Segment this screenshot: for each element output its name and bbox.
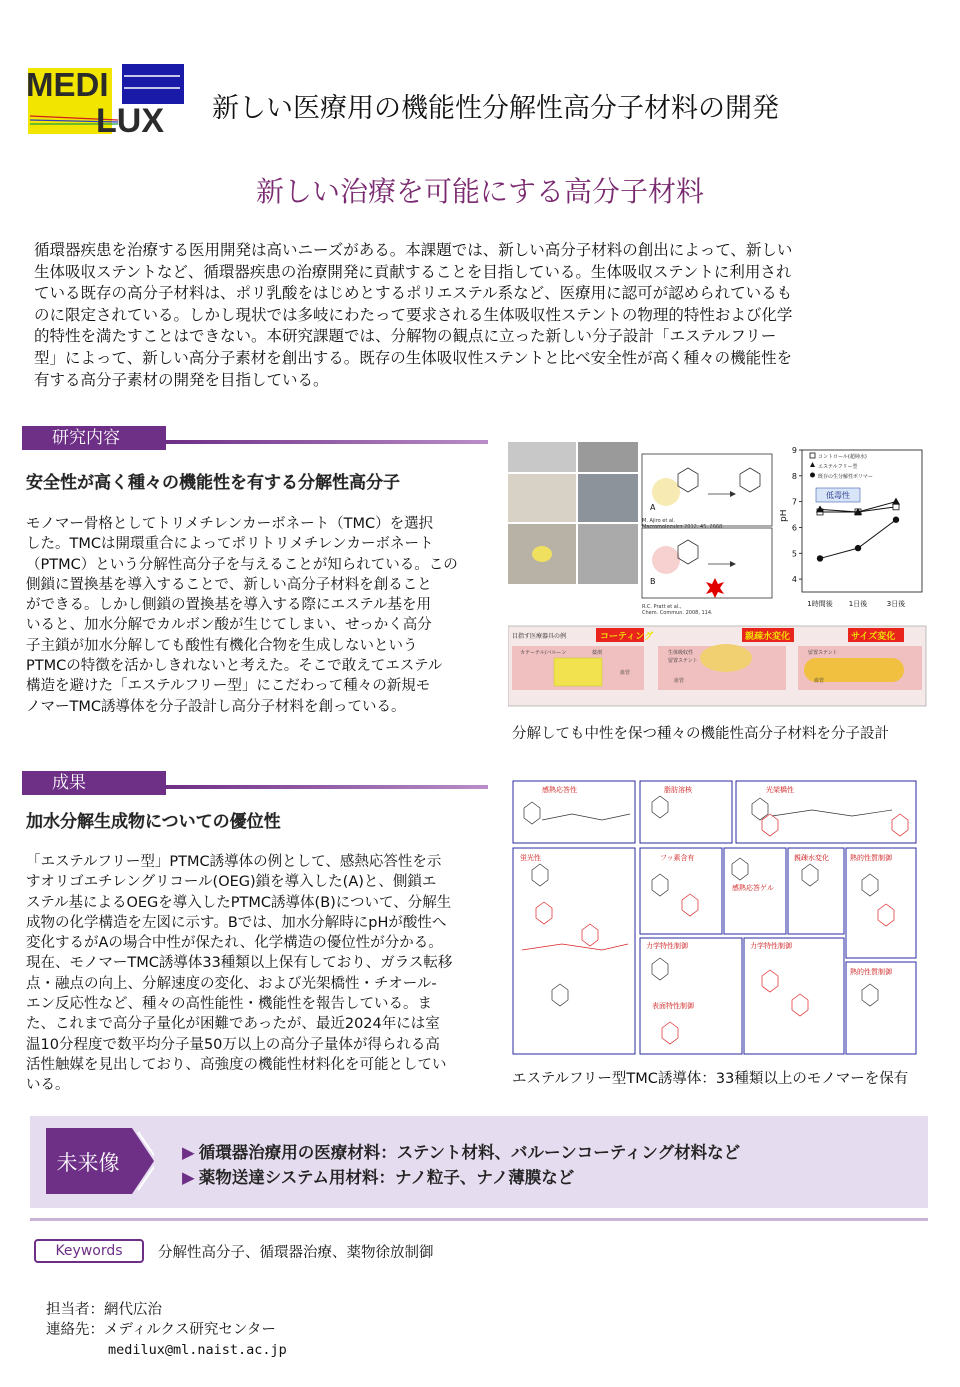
future-divider — [30, 1218, 928, 1221]
banner-small: 留置ステント — [808, 650, 838, 656]
results-line: エン反応性など、種々の高性能性・機能性を報告している。ま — [26, 996, 432, 1013]
research-line: ノマーTMC誘導体を分子設計し高分子材料を創っている。 — [26, 698, 406, 715]
contact-email[interactable]: medilux@ml.naist.ac.jp — [108, 1342, 287, 1358]
intro-line: 有する高分子素材の開発を目指している。 — [34, 370, 329, 389]
ref-line: R.C. Pratt et al., — [642, 604, 682, 610]
research-line: した。TMCは開環重合によってポリトリメチレンカーボネート — [26, 536, 434, 553]
medilux-logo — [24, 64, 186, 136]
research-line: 子主鎖が加水分解しても酸性有機化合物を生成しないという — [26, 637, 418, 654]
panel-title: フッ素含有 — [660, 854, 695, 862]
triangle-bullet-icon: ▶ — [182, 1168, 195, 1187]
section-rule — [166, 440, 488, 444]
intro-line: ている既存の高分子材料は、ポリ乳酸をはじめとするポリエステル系など、医療用に認可が認められているも — [34, 284, 793, 303]
research-line: 構造を避けた「エステルフリー型」にこだわって種々の新規モ — [26, 678, 431, 695]
legend-entry: 既存の生分解性ポリマー — [818, 474, 873, 480]
monomer-figure-graphic — [512, 780, 918, 1058]
banner-small: カテーテル/バルーン — [520, 650, 567, 656]
photo-tube — [508, 474, 576, 522]
research-line: ができる。しかし側鎖の置換基を導入する際にエステル基を用 — [26, 597, 431, 614]
panel-title: 親疎水変化 — [794, 854, 829, 862]
data-point — [817, 555, 823, 561]
results-line: 活性触媒を見出しており、高強度の機能性材料化を可能としてい — [26, 1056, 447, 1073]
research-line: （PTMC）という分解性高分子を与えることが知られている。この — [26, 556, 458, 573]
legend-entry: エステルフリー型 — [818, 464, 858, 470]
data-point — [893, 517, 899, 523]
results-heading: 加水分解生成物についての優位性 — [26, 812, 281, 832]
monomer-figure — [512, 780, 918, 1058]
contact-org: メディルクス研究センター — [104, 1322, 276, 1338]
results-line: 「エステルフリー型」PTMC誘導体の例として、感熱応答性を示 — [26, 854, 442, 870]
future-arrow-graphic — [46, 1128, 154, 1194]
data-point — [855, 545, 861, 551]
y-tick-label: 9 — [791, 446, 797, 455]
future-item — [182, 1140, 740, 1165]
research-figure-caption: 分解しても中性を保つ種々の機能性高分子材料を分子設計 — [512, 726, 889, 742]
banner-small: 留置ステント — [668, 658, 698, 664]
intro-line: 循環器疾患を治療する医用開発は高いニーズがある。本課題では、新しい高分子材料の創出によって、新しい — [34, 241, 793, 259]
banner-label: 親疎水変化 — [745, 632, 791, 642]
results-line: 成物の化学構造を左図に示す。Bでは、加水分解時にpHが酸性へ — [26, 914, 447, 931]
page-subtitle: 新しい治療を可能にする高分子材料 — [255, 175, 704, 208]
logo-graphic — [24, 64, 186, 136]
research-line: 側鎖に置換基を導入することで、新しい高分子材料を創ること — [26, 576, 432, 593]
photo-stent-device — [508, 442, 576, 472]
page-title: 新しい医療用の機能性分解性高分子材料の開発 — [212, 93, 779, 124]
intro-line: 型」によって、新しい高分子素材を創出する。既存の生体吸収性ステントと比べ安全性が高く種々の機能性を — [34, 348, 793, 367]
research-heading: 安全性が高く種々の機能性を有する分解性高分子 — [26, 473, 400, 493]
logo-text-lux: LUX — [96, 102, 164, 136]
ref-line: Chem. Commun. 2008, 114. — [642, 610, 713, 616]
banner-small: 薬剤 — [592, 650, 603, 656]
future-item — [182, 1165, 740, 1190]
banner-small: 血管 — [814, 678, 825, 684]
ref-line: Macromolecules 2012, 45, 2668. — [642, 524, 724, 530]
results-line: 現在、モノマーTMC誘導体33種類以上保有しており、ガラス転移 — [26, 955, 453, 972]
photo-mesh — [578, 442, 638, 472]
intro-line: 生体吸収ステントなど、循環器疾患の治療開発に貢献することを目指している。生体吸収ステントに利用され — [34, 262, 792, 281]
photo-catheter — [578, 524, 638, 584]
logo-text-medi: MEDI — [26, 66, 109, 103]
legend-entry: コントロール(超純水) — [818, 454, 867, 460]
results-section-bar — [22, 771, 488, 795]
research-line: PTMCの特徴を活かしきれないと考えた。そこで敢えてエステル — [26, 658, 443, 675]
research-line: いると、加水分解でカルボン酸が生じてしまい、せっかく高分 — [26, 617, 432, 634]
y-tick-label: 5 — [791, 549, 797, 559]
results-line: 変化するがAの場合中性が保たれ、化学構造の優位性が分かる。 — [26, 935, 443, 952]
results-tab-label: 成果 — [22, 771, 166, 795]
future-label-box — [46, 1128, 154, 1194]
section-rule — [166, 785, 488, 789]
panel-title: 熱的性質制御 — [850, 854, 892, 862]
contact-person-label: 担当者： — [46, 1302, 104, 1318]
contact-person-row — [46, 1300, 287, 1320]
label-a: A — [650, 503, 656, 512]
panel-title: 力学特性制御 — [646, 942, 688, 950]
results-line: た、これまで高分子量化が困難であったが、最近2024年には室 — [26, 1016, 440, 1033]
contact-block — [46, 1300, 287, 1360]
panel-title: 感熱応答ゲル — [732, 884, 774, 892]
x-tick-label: 3日後 — [886, 600, 906, 608]
research-paragraph — [26, 514, 478, 717]
future-label: 未来像 — [56, 1151, 120, 1175]
ph-chart — [780, 442, 930, 622]
banner-small: 生体吸収性 — [668, 650, 694, 656]
results-paragraph — [26, 852, 478, 1096]
results-line: 点・融点の向上、分解速度の変化、および光架橋性・チオール- — [26, 975, 437, 992]
panel-title: 脂肪溶核 — [664, 786, 692, 794]
panel-title: 感熱応答性 — [542, 786, 577, 794]
banner-small: 血管 — [674, 678, 685, 684]
research-tab-label: 研究内容 — [22, 426, 166, 450]
chart-badge: 低毒性 — [826, 491, 850, 500]
panel-title: 力学特性制御 — [750, 942, 792, 950]
contact-email-row — [46, 1340, 287, 1360]
future-item-text: 薬物送達システム用材料：ナノ粒子、ナノ薄膜など — [198, 1168, 575, 1187]
banner-label: コーティング — [600, 632, 654, 642]
photo-grid — [578, 474, 638, 522]
y-tick-label: 4 — [791, 575, 797, 585]
research-section-bar — [22, 426, 488, 450]
y-tick-label: 7 — [791, 497, 797, 507]
results-line: すオリゴエチレングリコール(OEG)鎖を導入した(A)と、側鎖エ — [26, 874, 437, 891]
y-tick-label: 6 — [791, 523, 797, 533]
y-tick-label: 8 — [791, 471, 797, 481]
ph-chart-graphic — [780, 442, 930, 622]
chart-ylabel: pH — [780, 509, 789, 522]
future-item-text: 循環器治療用の医療材料：ステント材料、バルーンコーティング材料など — [198, 1143, 741, 1162]
results-line: ステル基によるOEGを導入したPTMC誘導体(B)について、分解生 — [26, 894, 452, 911]
contact-org-row — [46, 1320, 287, 1340]
ref-line: M. Ajiro et al. — [642, 518, 675, 524]
contact-person: 網代広治 — [104, 1302, 162, 1318]
triangle-bullet-icon: ▶ — [182, 1143, 195, 1162]
research-line: モノマー骨格としてトリメチレンカーボネート（TMC）を選択 — [26, 516, 434, 532]
panel-title: 蛍光性 — [520, 854, 541, 862]
data-point — [893, 504, 899, 510]
future-band — [30, 1116, 928, 1208]
intro-line: 的特性を満たすことはできない。本研究課題では、分解物の観点に立った新しい分子設計「エステルフリー — [34, 327, 777, 346]
contact-org-label: 連絡先： — [46, 1322, 104, 1338]
x-tick-label: 1時間後 — [807, 600, 833, 608]
x-tick-label: 1日後 — [848, 600, 868, 608]
results-line: いる。 — [26, 1077, 70, 1094]
panel-title: 光架橋性 — [766, 786, 794, 794]
panel-title: 表面特性制御 — [652, 1002, 694, 1010]
intro-paragraph — [34, 240, 914, 391]
panel-title: 熱的性質制御 — [850, 968, 892, 976]
banner-label: サイズ変化 — [851, 632, 896, 642]
keywords-badge: Keywords — [34, 1239, 144, 1263]
label-b: B — [650, 577, 656, 586]
future-items — [182, 1140, 740, 1190]
banner-small: 血管 — [620, 670, 631, 676]
keywords-text: 分解性高分子、循環器治療、薬物徐放制御 — [158, 1245, 434, 1261]
banner-label: 目指す医療器具の例 — [512, 633, 567, 640]
results-figure-caption: エステルフリー型TMC誘導体：33種類以上のモノマーを保有 — [512, 1071, 909, 1087]
intro-line: のに限定されている。しかし現状では多岐にわたって要求される生体吸収性ステントの物理的特性および化学 — [34, 305, 793, 324]
results-line: 温10分程度で数平均分子量50万以上の高分子量体が得られる高 — [26, 1036, 440, 1053]
